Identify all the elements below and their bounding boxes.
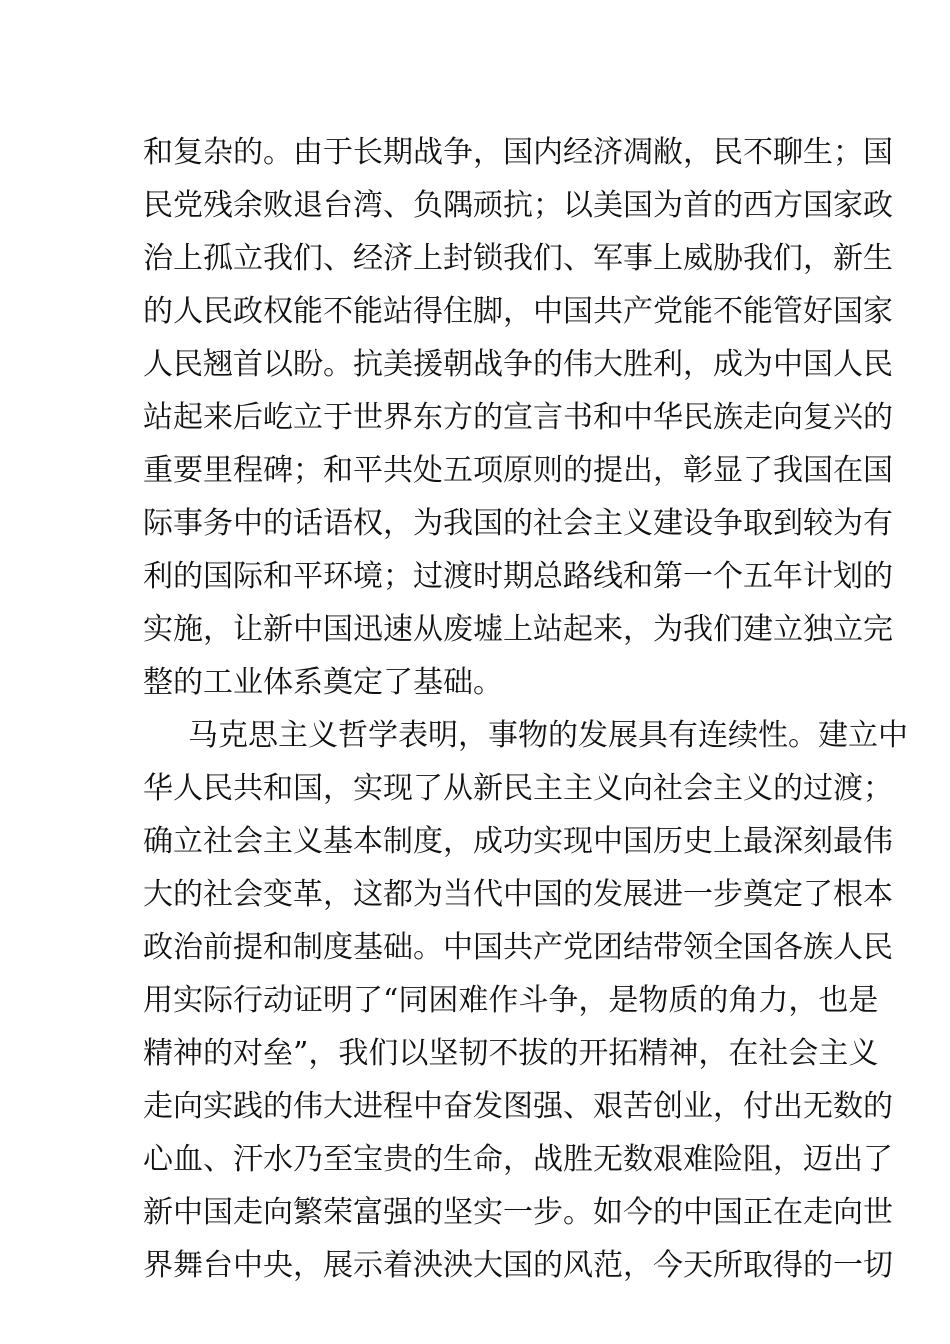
- text-line: 重要里程碑；和平共处五项原则的提出，彰显了我国在国: [143, 453, 893, 488]
- text-line: 利的国际和平环境；过渡时期总路线和第一个五年计划的: [143, 559, 893, 594]
- text-line: 整的工业体系奠定了基础。: [143, 665, 503, 700]
- text-line: 确立社会主义基本制度，成功实现中国历史上最深刻最伟: [143, 824, 893, 859]
- text-line: 实施，让新中国迅速从废墟上站起来，为我们建立独立完: [143, 612, 893, 647]
- text-line: 站起来后屹立于世界东方的宣言书和中华民族走向复兴的: [143, 400, 893, 435]
- text-line: 的人民政权能不能站得住脚，中国共产党能不能管好国家: [143, 294, 893, 329]
- text-line: 政治前提和制度基础。中国共产党团结带领全国各族人民: [143, 930, 893, 965]
- text-line: 马克思主义哲学表明，事物的发展具有连续性。建立中: [188, 718, 908, 753]
- text-line: 际事务中的话语权，为我国的社会主义建设争取到较为有: [143, 506, 893, 541]
- text-line: 民党残余败退台湾、负隅顽抗；以美国为首的西方国家政: [143, 188, 893, 223]
- paragraph-2: [143, 709, 908, 1292]
- text-line: 和复杂的。由于长期战争，国内经济凋敝，民不聊生；国: [143, 135, 893, 170]
- text-line: 精神的对垒”，我们以坚韧不拔的开拓精神，在社会主义: [143, 1036, 879, 1071]
- text-line: 治上孤立我们、经济上封锁我们、军事上威胁我们，新生: [143, 241, 893, 276]
- text-line: 用实际行动证明了“同困难作斗争，是物质的角力，也是: [143, 983, 879, 1018]
- text-line: 新中国走向繁荣富强的坚实一步。如今的中国正在走向世: [143, 1195, 893, 1230]
- paragraph-1: [143, 126, 893, 709]
- text-line: 心血、汗水乃至宝贵的生命，战胜无数艰难险阻，迈出了: [143, 1142, 893, 1177]
- text-line: 人民翘首以盼。抗美援朝战争的伟大胜利，成为中国人民: [143, 347, 893, 382]
- text-line: 走向实践的伟大进程中奋发图强、艰苦创业，付出无数的: [143, 1089, 893, 1124]
- text-line: 界舞台中央，展示着泱泱大国的风范，今天所取得的一切: [143, 1248, 893, 1283]
- body-text: [143, 126, 908, 1292]
- text-line: 大的社会变革，这都为当代中国的发展进一步奠定了根本: [143, 877, 893, 912]
- text-line: 华人民共和国，实现了从新民主主义向社会主义的过渡；: [143, 771, 893, 806]
